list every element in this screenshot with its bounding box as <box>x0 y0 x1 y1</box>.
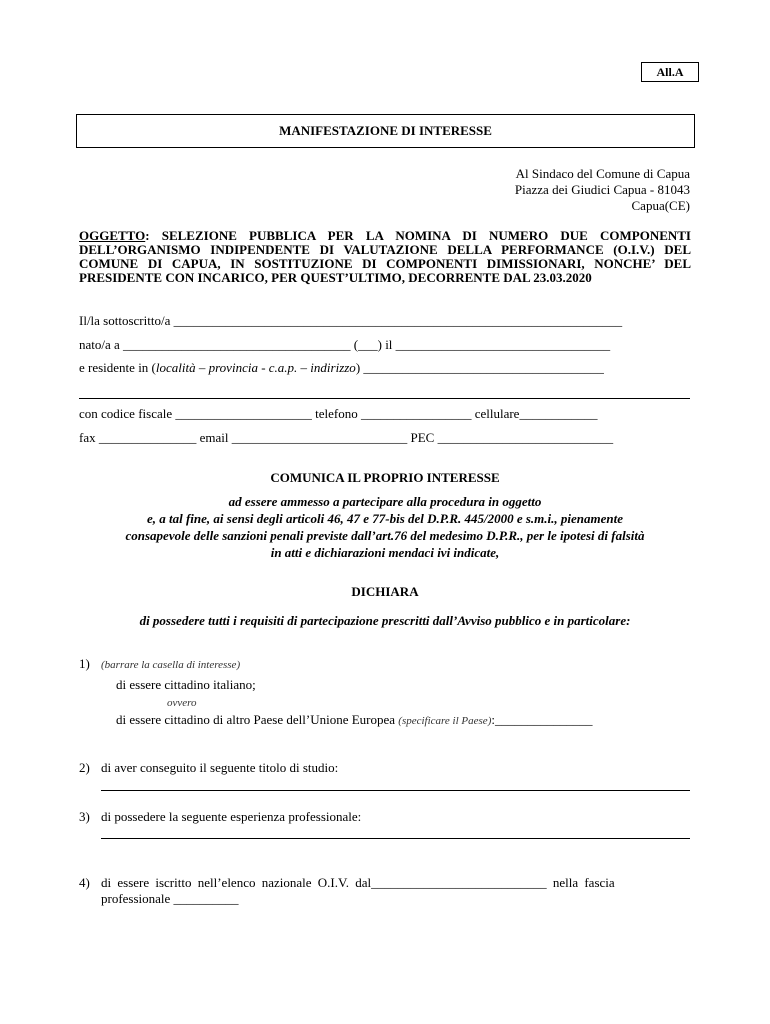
recipient-line-2: Piazza dei Giudici Capua - 81043 <box>514 182 690 197</box>
item-1-option-italian[interactable]: di essere cittadino italiano; <box>116 677 256 692</box>
residente-hint: località – provincia - c.a.p. – indirizzo <box>155 360 356 375</box>
option-eu-blank: :_______________ <box>491 712 593 727</box>
item-2-number: 2) <box>79 760 90 775</box>
field-sottoscritto[interactable]: Il/la sottoscritto/a _____________________________________________________________________ <box>79 313 623 328</box>
communicates-line-2: e, a tal fine, ai sensi degli articoli 46, 47 e 77-bis del D.P.R. 445/2000 e s.m.i., pienamente <box>146 511 624 526</box>
field-residente[interactable] <box>79 360 604 376</box>
item-3-answer-line[interactable] <box>101 838 690 839</box>
recipient-line-3: Capua(CE) <box>631 198 690 213</box>
document-title: MANIFESTAZIONE DI INTERESSE <box>76 114 695 148</box>
item-1-option-eu[interactable] <box>116 712 592 729</box>
communicates-line-4: in atti e dichiarazioni mendaci ivi indicate, <box>270 545 500 560</box>
item-2-answer-line[interactable] <box>101 790 690 791</box>
recipient-line-1: Al Sindaco del Comune di Capua <box>515 166 690 181</box>
item-1-or: ovvero <box>167 697 197 709</box>
declares-heading: DICHIARA <box>351 584 419 599</box>
residente-prefix: e residente in ( <box>79 360 156 375</box>
field-fax-email-pec[interactable]: fax _______________ email ___________________________ PEC ___________________________ <box>79 430 614 445</box>
item-4-text[interactable]: di essere iscritto nell’elenco nazionale O.I.V. dal___________________________ nella fascia <box>101 875 615 890</box>
item-4-fascia[interactable]: professionale __________ <box>101 891 239 906</box>
communicates-line-1: ad essere ammesso a partecipare alla procedura in oggetto <box>228 494 542 509</box>
item-1-number: 1) <box>79 656 90 671</box>
item-3-number: 3) <box>79 809 90 824</box>
item-1-hint: (barrare la casella di interesse) <box>101 659 241 671</box>
field-nato-a[interactable]: nato/a a ___________________________________ (___) il _________________________________ <box>79 337 611 352</box>
communicates-heading: COMUNICA IL PROPRIO INTERESSE <box>270 470 500 485</box>
subject-paragraph <box>79 229 691 285</box>
option-eu-text: di essere cittadino di altro Paese dell’Unione Europea <box>116 712 399 727</box>
communicates-line-3: consapevole delle sanzioni penali previste dall’art.76 del medesimo D.P.R., per le ipotesi di falsità <box>125 528 645 543</box>
subject-label: OGGETTO <box>79 228 146 243</box>
option-eu-hint: (specificare il Paese) <box>398 715 492 727</box>
item-4-number: 4) <box>79 875 90 890</box>
field-codice-fiscale[interactable]: con codice fiscale _____________________ telefono _________________ cellulare____________ <box>79 406 598 421</box>
attachment-label: All.A <box>641 62 699 82</box>
declares-intro: di possedere tutti i requisiti di partecipazione prescritti dall’Avviso pubblico e in particolare: <box>139 613 631 628</box>
residente-suffix: ) _____________________________________ <box>355 360 604 375</box>
field-residente-continuation[interactable] <box>79 398 690 399</box>
item-3-text: di possedere la seguente esperienza professionale: <box>101 809 362 824</box>
subject-text: : SELEZIONE PUBBLICA PER LA NOMINA DI NUMERO DUE COMPONENTI DELL’ORGANISMO INDIPENDENTE DI VALUTAZIONE DELLA PERFORMANCE (O.I.V.) DEL COMUNE DI CAPUA, IN SOSTITUZIONE DI COMPONENTI DIMISSIONARI, NONCHE’ DEL PRESIDENTE CON INCARICO, PER QUEST’ULTIMO, DECORRENTE DAL 23.03.2020 <box>79 228 691 285</box>
item-2-text: di aver conseguito il seguente titolo di studio: <box>101 760 339 775</box>
